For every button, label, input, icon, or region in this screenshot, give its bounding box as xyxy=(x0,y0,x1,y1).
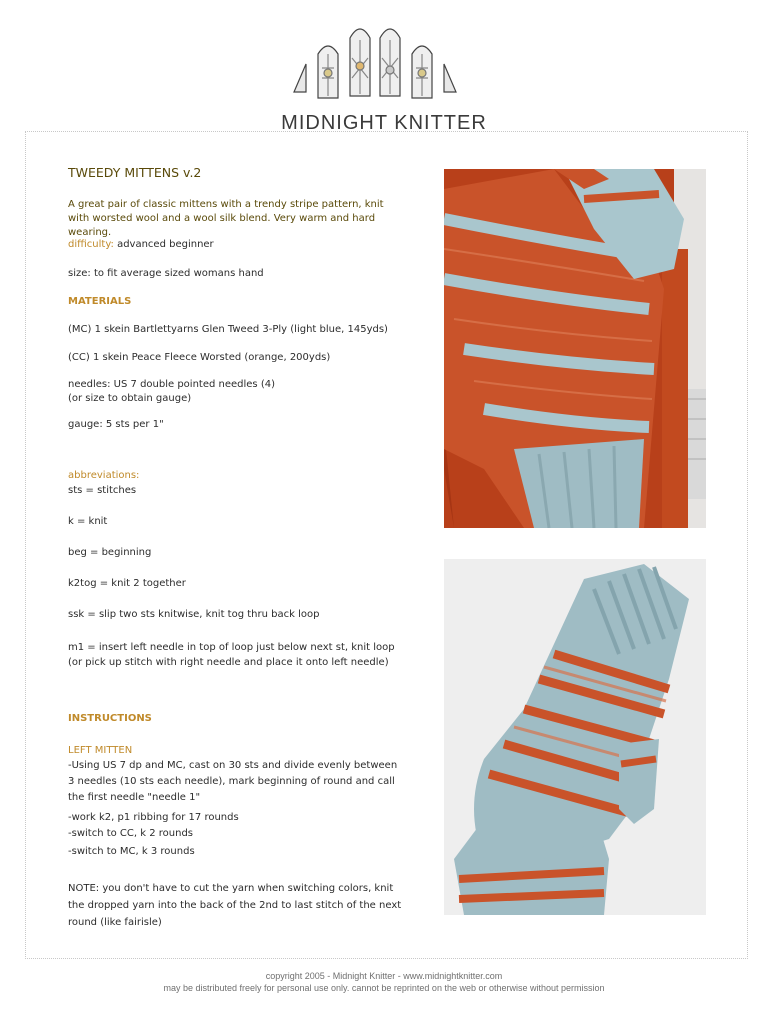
difficulty-label: difficulty: xyxy=(68,239,114,250)
usage-notice: may be distributed freely for personal use only. cannot be reprinted on the web or otherwise without permission xyxy=(163,983,605,993)
stained-glass-logo-icon xyxy=(288,18,480,102)
needles-line-1: needles: US 7 double pointed needles (4) xyxy=(68,379,275,390)
brand-name: MIDNIGHT KNITTER xyxy=(281,112,487,134)
materials-heading: MATERIALS xyxy=(68,296,132,307)
copyright-line: copyright 2005 - Midnight Knitter - www.midnightknitter.com xyxy=(265,971,503,981)
pattern-title: TWEEDY MITTENS v.2 xyxy=(68,165,202,180)
step-3: -switch to CC, k 2 rounds xyxy=(68,828,194,839)
abbrev-beg: beg = beginning xyxy=(68,547,152,558)
site-logo xyxy=(0,14,768,134)
step-4: -switch to MC, k 3 rounds xyxy=(68,846,195,857)
materials-cc: (CC) 1 skein Peace Fleece Worsted (orange, 200yds) xyxy=(68,352,331,363)
step-2: -work k2, p1 ribbing for 17 rounds xyxy=(68,812,239,823)
pattern-intro: A great pair of classic mittens with a trendy stripe pattern, knit with worsted wool and a wool silk blend. Very warm and hard wearing. xyxy=(68,199,384,238)
difficulty-line xyxy=(68,238,214,252)
abbrev-sts: sts = stitches xyxy=(68,485,137,496)
note-text: NOTE: you don't have to cut the yarn when switching colors, knit the dropped yarn into the back of the 2nd to last stitch of the next round (like fairisle) xyxy=(68,883,402,928)
abbrev-k2tog: k2tog = knit 2 together xyxy=(68,578,186,589)
mitten-on-coat-photo xyxy=(444,169,706,528)
difficulty-value: advanced beginner xyxy=(113,239,214,250)
abbrev-k: k = knit xyxy=(68,516,108,527)
materials-mc: (MC) 1 skein Bartlettyarns Glen Tweed 3-Ply (light blue, 145yds) xyxy=(68,324,388,335)
size-line: size: to fit average sized womans hand xyxy=(68,268,264,279)
abbrev-ssk: ssk = slip two sts knitwise, knit tog thru back loop xyxy=(68,609,320,620)
instructions-heading: INSTRUCTIONS xyxy=(68,713,152,724)
abbrev-m1: m1 = insert left needle in top of loop just below next st, knit loop (or pick up stitch with right needle and place it onto left needle) xyxy=(68,642,395,668)
abbreviations-heading: abbreviations: xyxy=(68,470,140,481)
left-mitten-heading: LEFT MITTEN xyxy=(68,745,133,756)
step-1: -Using US 7 dp and MC, cast on 30 sts and divide evenly between 3 needles (10 sts each needle), mark beginning of round and call the first needle "needle 1" xyxy=(68,760,398,803)
needles-line-2: (or size to obtain gauge) xyxy=(68,393,192,404)
pair-of-mittens-photo xyxy=(444,559,706,915)
gauge-line: gauge: 5 sts per 1" xyxy=(68,419,164,430)
